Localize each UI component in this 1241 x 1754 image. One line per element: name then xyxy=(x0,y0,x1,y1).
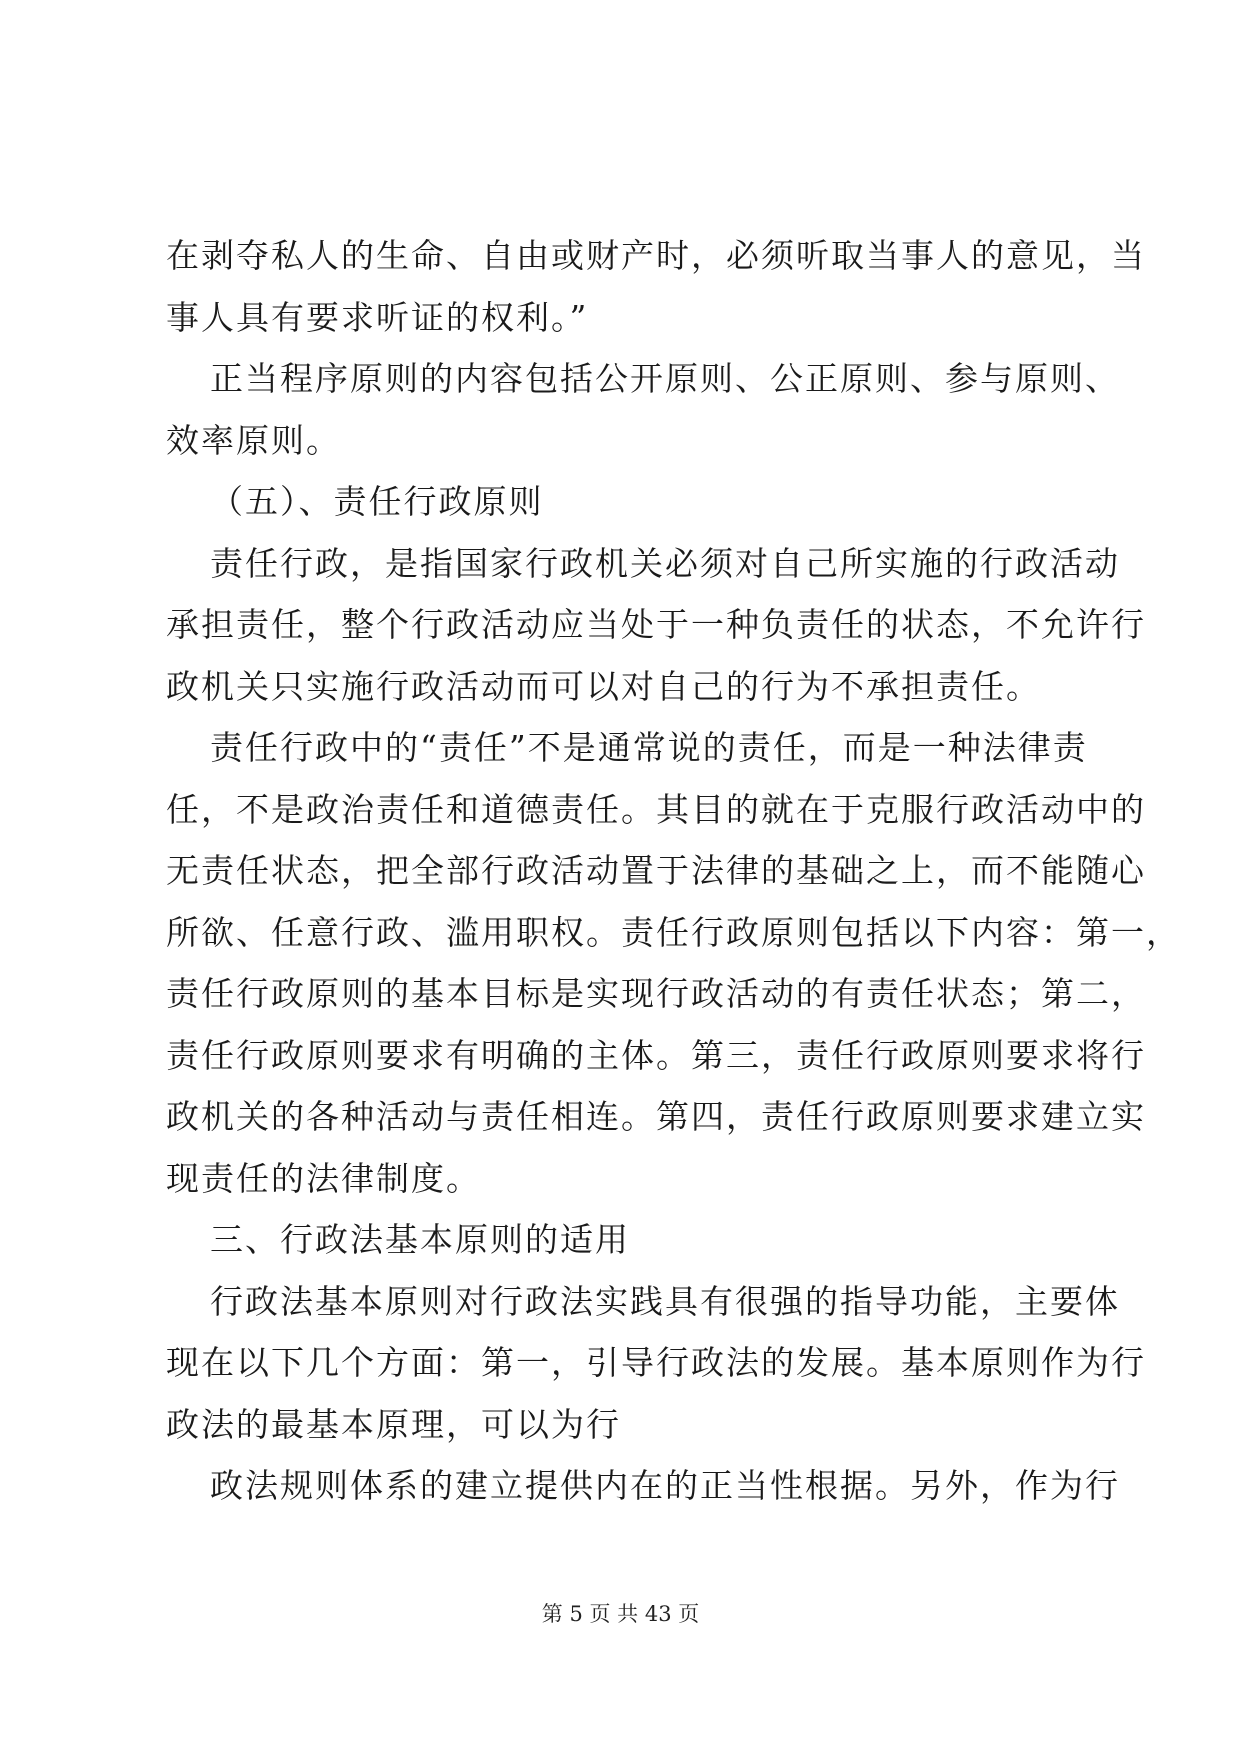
text-line: 事人具有要求听证的权利。” xyxy=(166,298,589,337)
text-line: 现责任的法律制度。 xyxy=(166,1159,481,1198)
text-line: 任，不是政治责任和道德责任。其目的就在于克服行政活动中的 xyxy=(166,790,1146,829)
text-line: 承担责任，整个行政活动应当处于一种负责任的状态，不允许行 xyxy=(166,605,1146,644)
text-line: 责任行政原则要求有明确的主体。第三，责任行政原则要求将行 xyxy=(166,1036,1146,1075)
page-number-footer: 第 5 页 共 43 页 xyxy=(541,1602,700,1626)
text-line: 政机关的各种活动与责任相连。第四，责任行政原则要求建立实 xyxy=(166,1097,1146,1136)
text-line: 效率原则。 xyxy=(166,421,341,460)
text-line: 无责任状态，把全部行政活动置于法律的基础之上，而不能随心 xyxy=(166,851,1146,890)
text-line: 责任行政中的“责任”不是通常说的责任，而是一种法律责 xyxy=(210,728,1088,767)
section-heading: 三、行政法基本原则的适用 xyxy=(210,1220,630,1259)
text-line: 政机关只实施行政活动而可以对自己的行为不承担责任。 xyxy=(166,667,1041,706)
text-line: 所欲、任意行政、滥用职权。责任行政原则包括以下内容：第一， xyxy=(166,913,1181,952)
text-line: 正当程序原则的内容包括公开原则、公正原则、参与原则、 xyxy=(210,359,1120,398)
text-line: 政法规则体系的建立提供内在的正当性根据。另外，作为行 xyxy=(210,1466,1120,1505)
text-line: 行政法基本原则对行政法实践具有很强的指导功能，主要体 xyxy=(210,1282,1120,1321)
text-line: 责任行政原则的基本目标是实现行政活动的有责任状态；第二， xyxy=(166,974,1146,1013)
section-heading: （五）、责任行政原则 xyxy=(210,482,544,521)
text-line: 政法的最基本原理，可以为行 xyxy=(166,1405,621,1444)
text-line: 责任行政，是指国家行政机关必须对自己所实施的行政活动 xyxy=(210,544,1120,583)
text-line: 现在以下几个方面：第一，引导行政法的发展。基本原则作为行 xyxy=(166,1343,1146,1382)
text-line: 在剥夺私人的生命、自由或财产时，必须听取当事人的意见，当 xyxy=(166,236,1146,275)
